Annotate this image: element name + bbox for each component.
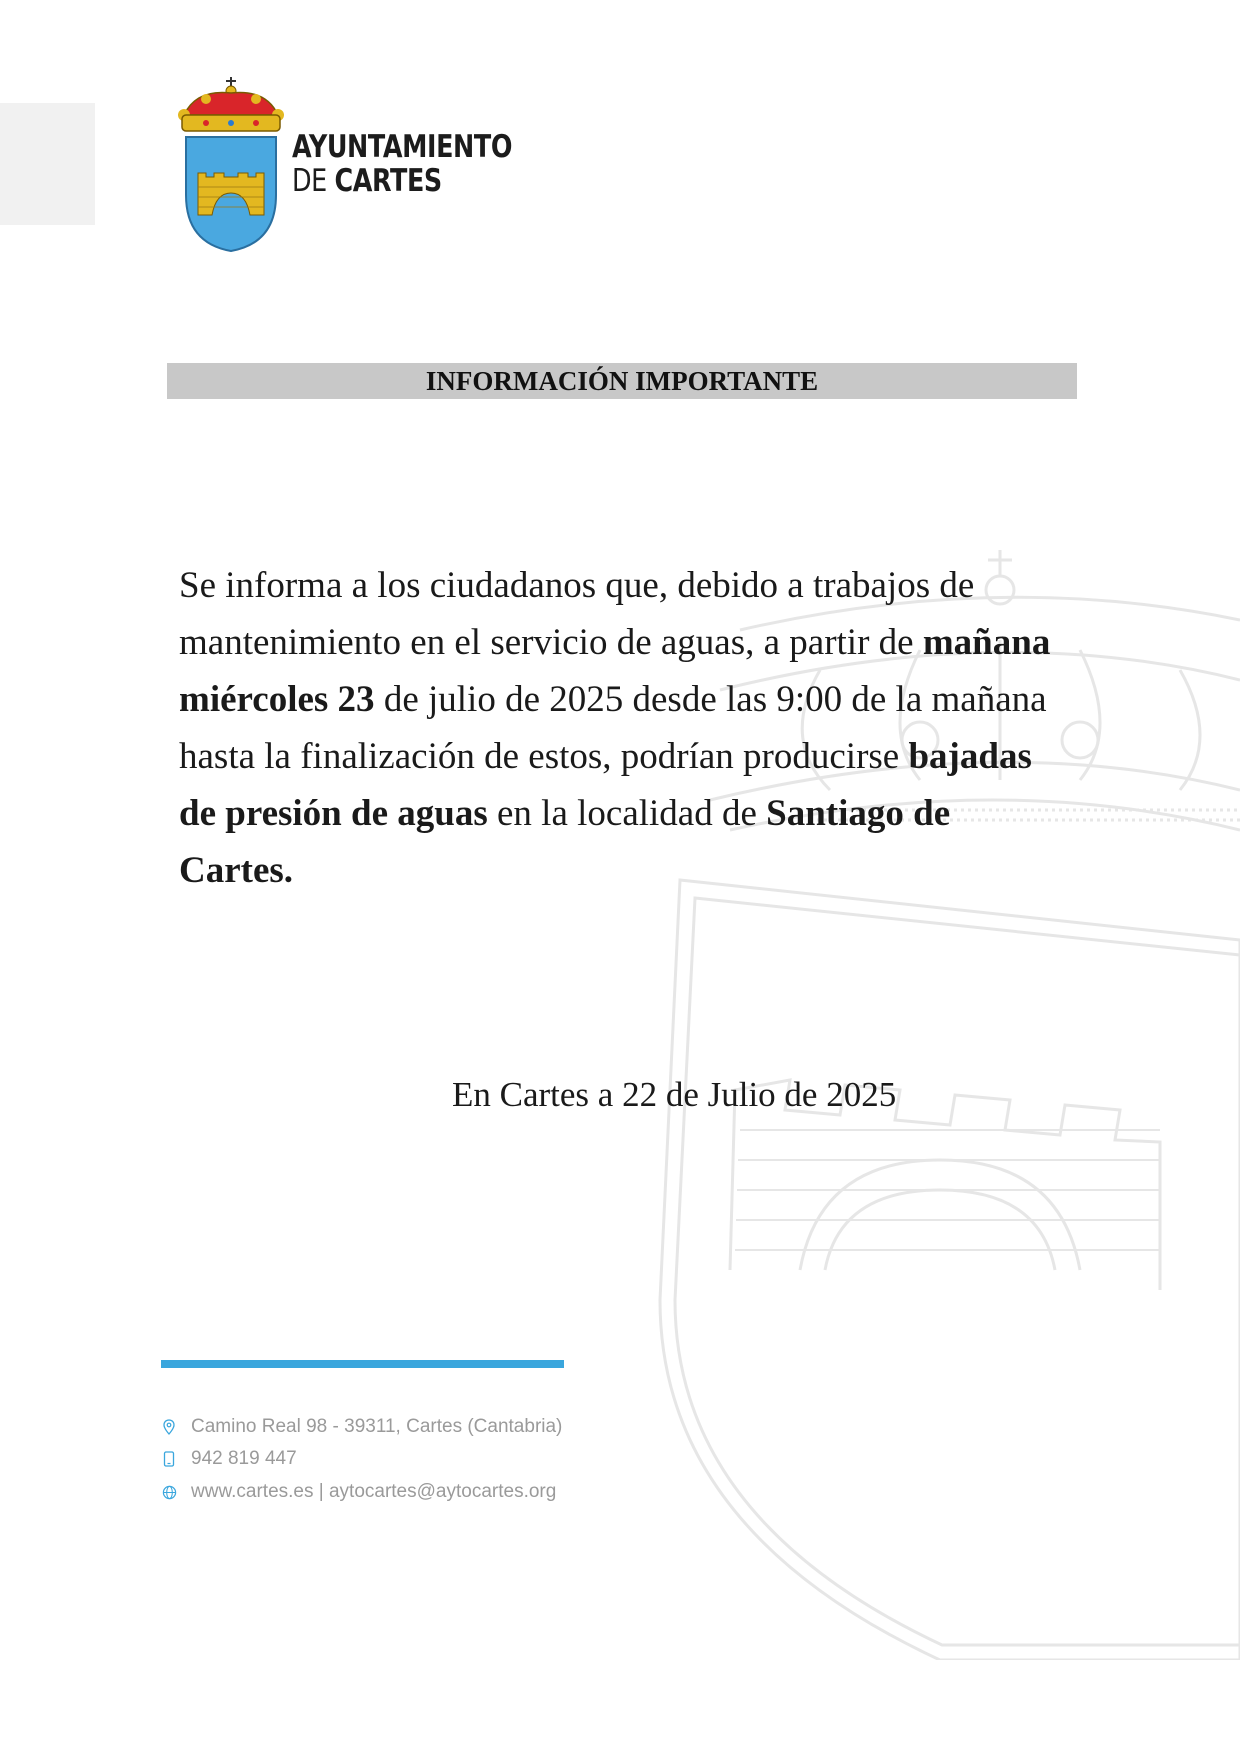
notice-text-1: Se informa a los ciudadanos que, debido a trabajos de mantenimiento en el servicio de aguas, a partir de	[179, 565, 975, 663]
notice-bold-pressure: bajadas de presión de aguas	[179, 736, 1032, 834]
side-tab	[0, 103, 95, 225]
logo-line2: DE CARTES	[292, 163, 442, 199]
notice-bold-date: mañana miércoles 23	[179, 622, 1051, 720]
logo-wordmark	[292, 130, 512, 198]
phone-text: 942 819 447	[191, 1448, 297, 1469]
contact-web-email[interactable]	[161, 1479, 641, 1505]
logo-line1: AYUNTAMIENTO	[292, 129, 513, 165]
globe-icon	[161, 1482, 177, 1502]
contact-address	[161, 1414, 641, 1440]
notice-text-2: de julio de 2025 desde las 9:00 de la mañana hasta la finalización de estos, podrían producirse	[179, 679, 1047, 777]
important-info-banner: INFORMACIÓN IMPORTANTE	[167, 363, 1077, 399]
location-pin-icon	[161, 1417, 177, 1437]
notice-bold-location: Santiago de Cartes.	[179, 793, 951, 891]
signature-date: En Cartes a 22 de Julio de 2025	[452, 1075, 897, 1114]
notice-text-3: en la localidad de	[487, 793, 767, 834]
web-email-text[interactable]: www.cartes.es | aytocartes@aytocartes.org	[191, 1481, 557, 1502]
phone-icon	[161, 1449, 177, 1469]
notice-body	[179, 557, 1059, 899]
address-text: Camino Real 98 - 39311, Cartes (Cantabria)	[191, 1416, 563, 1437]
coat-of-arms-logo	[176, 75, 286, 255]
contact-phone	[161, 1446, 641, 1472]
footer-divider	[161, 1360, 564, 1368]
